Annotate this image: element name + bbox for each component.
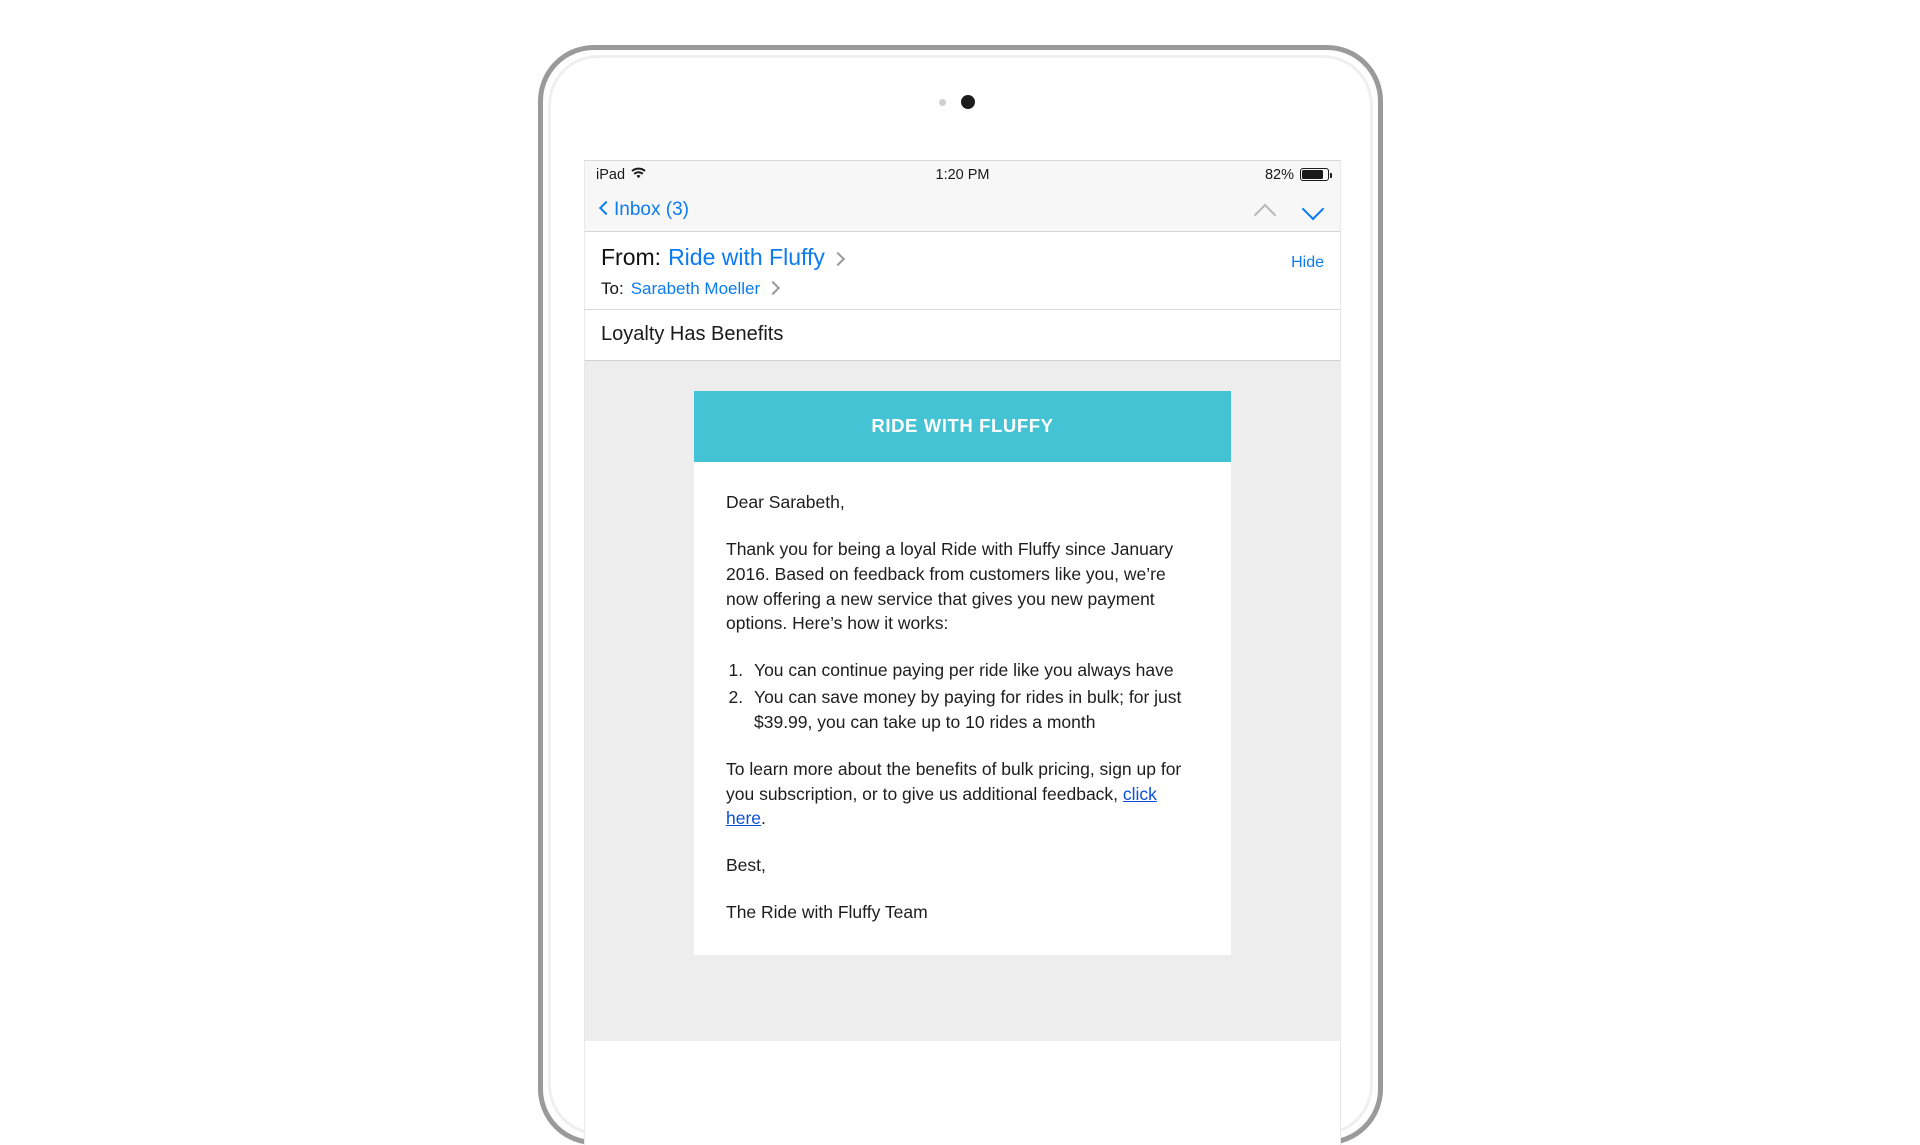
to-label: To:	[601, 279, 624, 298]
message-body-scroll-area[interactable]	[585, 361, 1340, 1041]
chevron-right-icon[interactable]	[767, 280, 777, 294]
ipad-screen	[584, 160, 1341, 1145]
from-sender-link[interactable]: Ride with Fluffy	[668, 244, 825, 270]
chevron-up-icon[interactable]	[1252, 197, 1278, 223]
message-header	[585, 232, 1340, 310]
click-here-link[interactable]: click here	[726, 783, 1157, 829]
email-paragraph-2	[726, 757, 1199, 832]
battery-percent-label: 82%	[1264, 166, 1294, 183]
email-benefit-list	[748, 658, 1199, 735]
chevron-down-icon[interactable]	[1300, 197, 1326, 223]
hide-details-button[interactable]: Hide	[1291, 254, 1324, 271]
status-bar	[585, 161, 1340, 188]
message-navigation-controls	[1252, 197, 1326, 223]
back-to-inbox-button[interactable]	[599, 199, 689, 221]
email-greeting: Dear Sarabeth,	[726, 492, 845, 512]
email-paragraph-2-text: To learn more about the benefits of bulk pricing, sign up for you subscription, or to give us additional feedback,	[726, 758, 1182, 804]
email-signoff: Best,	[726, 855, 766, 876]
chevron-left-icon	[599, 200, 610, 219]
battery-level-fill	[1302, 170, 1323, 179]
carrier-label: iPad	[596, 166, 626, 183]
chevron-right-icon[interactable]	[832, 251, 842, 265]
clock-label: 1:20 PM	[935, 166, 990, 183]
list-item: 1. You can continue paying per ride like you always have	[748, 658, 1199, 683]
email-banner-title: RIDE WITH FLUFFY	[694, 391, 1231, 462]
list-item: 2. You can save money by paying for rides in bulk; for just $39.99, you can take up to 10 rides a month	[748, 685, 1199, 735]
to-recipient-link[interactable]: Sarabeth Moeller	[630, 279, 761, 298]
message-subject: Loyalty Has Benefits	[585, 310, 1340, 361]
email-body-content	[694, 462, 1231, 955]
status-bar-right	[1265, 167, 1329, 183]
email-signature: The Ride with Fluffy Team	[726, 902, 928, 923]
screen-bottom-filler	[585, 1041, 1340, 1051]
from-row	[601, 244, 1324, 271]
from-label: From:	[601, 244, 662, 270]
ipad-device-frame	[538, 45, 1383, 1145]
ambient-sensor	[939, 99, 946, 106]
battery-icon	[1300, 168, 1329, 181]
email-paragraph-1: Thank you for being a loyal Ride with Fluffy since January 2016. Based on feedback from customers like you, we’re now offering a new service that gives you new payment options. Here’s how it works:	[726, 538, 1174, 634]
to-row	[601, 279, 1324, 299]
front-camera	[961, 95, 975, 109]
email-paragraph-2-tail: .	[761, 808, 766, 829]
mail-navigation-bar	[585, 188, 1340, 232]
email-card	[694, 391, 1231, 955]
back-button-label: Inbox (3)	[614, 198, 689, 220]
